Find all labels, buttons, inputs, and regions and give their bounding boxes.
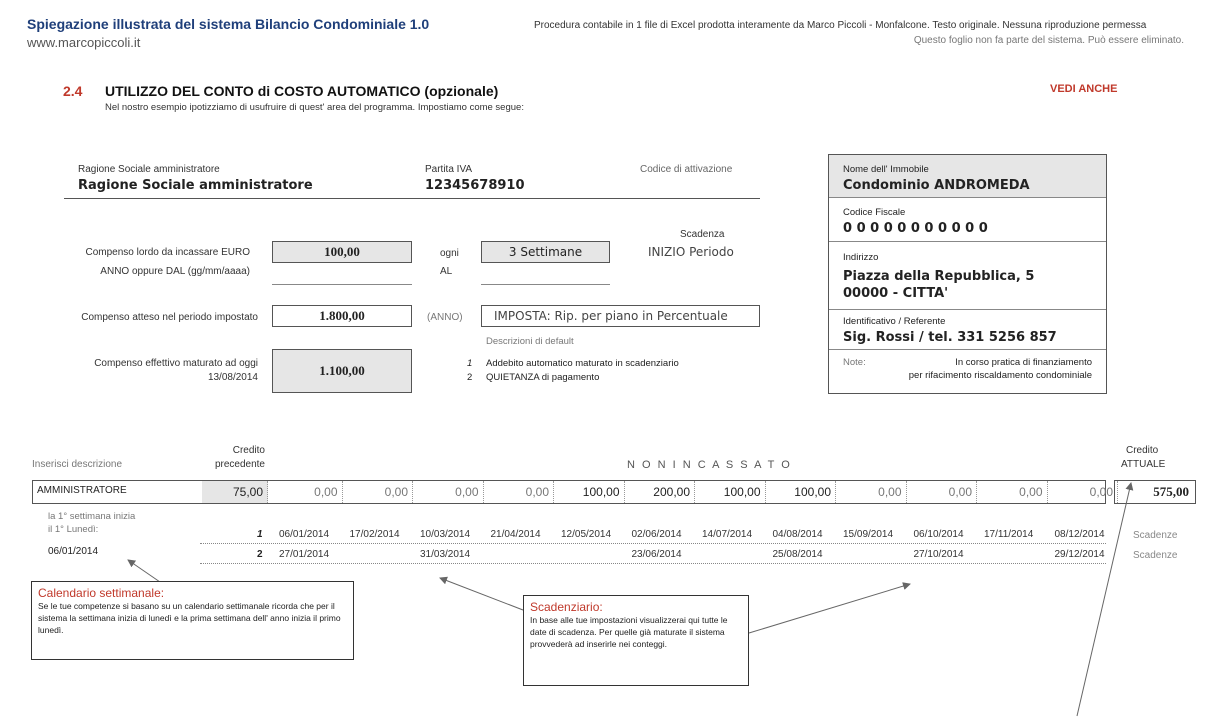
scadenza-date: 27/01/2014 (279, 549, 330, 560)
codice-fiscale-label: Codice Fiscale (843, 207, 906, 218)
non-incassato-cell[interactable]: 0,00 (1048, 481, 1119, 503)
scadenza-date: 31/03/2014 (420, 549, 471, 560)
indirizzo-line2[interactable]: 00000 - CITTA' (843, 286, 949, 301)
non-incassato-cell[interactable]: 0,00 (343, 481, 414, 503)
calendario-arrow (128, 560, 160, 582)
week-note: la 1° settimana inizia (48, 511, 136, 522)
codice-fiscale-value[interactable]: 0 0 0 0 0 0 0 0 0 0 0 (843, 221, 988, 236)
calendario-callout (31, 581, 354, 660)
scadenza-date: 06/10/2014 (913, 529, 964, 540)
non-incassato-cell[interactable]: 0,00 (977, 481, 1048, 503)
building-name-label: Nome dell' Immobile (843, 164, 929, 175)
scadenza-date: 06/01/2014 (279, 529, 330, 540)
credito-attuale-label: Credito (1126, 445, 1159, 456)
scadenza-date: 02/06/2014 (631, 529, 682, 540)
compenso-atteso-label: Compenso atteso nel periodo impostato (81, 312, 258, 323)
scadenza-date: 08/12/2014 (1054, 529, 1105, 540)
scadenze-label: Scadenze (1133, 530, 1178, 541)
scadenza-date: 27/10/2014 (913, 549, 964, 560)
credito-attuale-arrow (1077, 483, 1131, 716)
frequency-value: 3 Settimane (508, 245, 583, 259)
scadenza-date: 17/11/2014 (984, 529, 1034, 540)
ragione-sociale-value[interactable]: Ragione Sociale amministratore (78, 178, 313, 193)
scadenza-date: 17/02/2014 (349, 529, 400, 540)
scadenza-date: 25/08/2014 (772, 549, 823, 560)
week-start-date[interactable]: 06/01/2014 (48, 546, 99, 557)
scadenza-date: 23/06/2014 (631, 549, 682, 560)
calendario-callout-title: Calendario settimanale: (38, 586, 165, 600)
credito-precedente-value[interactable]: 75,00 (202, 481, 268, 503)
scadenza-date: 14/07/2014 (702, 529, 753, 540)
scadenziario-arrow-left (440, 578, 523, 610)
scadenziario-callout (523, 595, 749, 686)
see-also-link[interactable]: VEDI ANCHE (1050, 83, 1118, 95)
scadenza-date: 04/08/2014 (772, 529, 823, 540)
note-label: Note: (843, 357, 866, 368)
partita-iva-value[interactable]: 12345678910 (425, 178, 525, 193)
section-number: 2.4 (63, 83, 83, 99)
imposta-value: IMPOSTA: Rip. per piano in Percentuale (494, 309, 728, 323)
document-title: Spiegazione illustrata del sistema Bilancio Condominiale 1.0 (27, 16, 430, 32)
non-incassato-cell[interactable]: 100,00 (695, 481, 766, 503)
credito-attuale-value: 575,00 (1153, 484, 1189, 499)
ragione-sociale-label: Ragione Sociale amministratore (78, 164, 220, 175)
non-incassato-cell[interactable]: 0,00 (836, 481, 907, 503)
note-line1: In corso pratica di finanziamento (955, 357, 1092, 368)
non-incassato-cell[interactable]: 100,00 (554, 481, 625, 503)
compenso-effettivo-date: 13/08/2014 (207, 372, 258, 383)
credito-attuale-label: ATTUALE (1121, 459, 1166, 470)
credito-precedente-label: Credito (232, 445, 265, 456)
indirizzo-label: Indirizzo (843, 252, 879, 263)
referente-label: Identificativo / Referente (843, 316, 946, 327)
scadenza-date: 12/05/2014 (561, 529, 612, 540)
anno-paren-label: (ANNO) (427, 312, 463, 323)
codice-attivazione-label: Codice di attivazione (640, 164, 733, 175)
scadenziario-callout-title: Scadenziario: (530, 600, 603, 614)
scadenza-date: 21/04/2014 (490, 529, 541, 540)
note-line2: per rifacimento riscaldamento condominiale (908, 370, 1092, 381)
scadenze-row-number: 2 (257, 549, 263, 560)
compenso-effettivo-value: 1.100,00 (319, 363, 365, 378)
section-intro: Nel nostro esempio ipotizziamo di usufruire di quest' area del programma. Impostiamo come segue: (105, 102, 524, 113)
compenso-lordo-label: Compenso lordo da incassare EURO (85, 247, 250, 258)
building-name-value[interactable]: Condominio ANDROMEDA (843, 178, 1030, 193)
referente-value[interactable]: Sig. Rossi / tel. 331 5256 857 (843, 330, 1057, 345)
compenso-lordo-value: 100,00 (324, 244, 360, 259)
non-incassato-label: N O N I N C A S S A T O (627, 459, 792, 471)
desc-item-text: QUIETANZA di pagamento (486, 372, 600, 383)
scadenza-date: 29/12/2014 (1054, 549, 1105, 560)
section-title: UTILIZZO DEL CONTO di COSTO AUTOMATICO (opzionale) (105, 83, 499, 99)
desc-item-number: 1 (467, 358, 473, 369)
scadenza-date: 15/09/2014 (843, 529, 894, 540)
descrizioni-default-label: Descrizioni di default (486, 336, 574, 347)
non-incassato-cell[interactable]: 0,00 (484, 481, 555, 503)
calendario-callout-text: Se le tue competenze si basano su un calendario settimanale ricorda che per il sistema la settimana inizia di lunedì e la prima settimana dell' anno inizia il primo lunedì. (38, 601, 341, 635)
scadenza-date: 10/03/2014 (420, 529, 471, 540)
non-incassato-cell[interactable]: 0,00 (413, 481, 484, 503)
header-note: Questo foglio non fa parte del sistema. Può essere eliminato. (913, 35, 1184, 46)
scadenza-label: Scadenza (680, 229, 725, 240)
scadenziario-arrow-right (749, 584, 910, 633)
website-url: www.marcopiccoli.it (27, 35, 141, 50)
non-incassato-cell[interactable]: 0,00 (907, 481, 978, 503)
non-incassato-cell[interactable]: 100,00 (766, 481, 837, 503)
partita-iva-label: Partita IVA (425, 164, 473, 175)
desc-item-number: 2 (467, 372, 473, 383)
scadenze-label: Scadenze (1133, 550, 1178, 561)
scadenza-value[interactable]: INIZIO Periodo (648, 245, 734, 259)
scadenziario-callout-text: In base alle tue impostazioni visualizzerai qui tutte le date di scadenza. Per quelle già maturate il sistema provvederà ad inserirle nei conteggi. (530, 615, 728, 649)
al-label: AL (440, 266, 453, 277)
ledger-description[interactable]: AMMINISTRATORE (37, 485, 127, 496)
anno-label: ANNO oppure DAL (gg/mm/aaaa) (100, 266, 250, 277)
non-incassato-cell[interactable]: 200,00 (625, 481, 696, 503)
credito-precedente-label: precedente (214, 459, 265, 470)
inserisci-descrizione-label: Inserisci descrizione (32, 459, 123, 470)
non-incassato-cell[interactable]: 0,00 (272, 481, 343, 503)
compenso-effettivo-label: Compenso effettivo maturato ad oggi (94, 358, 258, 369)
header-description: Procedura contabile in 1 file di Excel prodotta interamente da Marco Piccoli - Monfalcone. Testo originale. Nessuna riproduzione permessa (534, 20, 1147, 31)
desc-item-text: Addebito automatico maturato in scadenziario (486, 358, 679, 369)
week-note: il 1° Lunedì: (48, 524, 99, 535)
compenso-atteso-value: 1.800,00 (319, 308, 365, 323)
indirizzo-line1[interactable]: Piazza della Repubblica, 5 (843, 269, 1035, 284)
ogni-label: ogni (440, 248, 459, 259)
scadenze-row-number: 1 (257, 529, 263, 540)
